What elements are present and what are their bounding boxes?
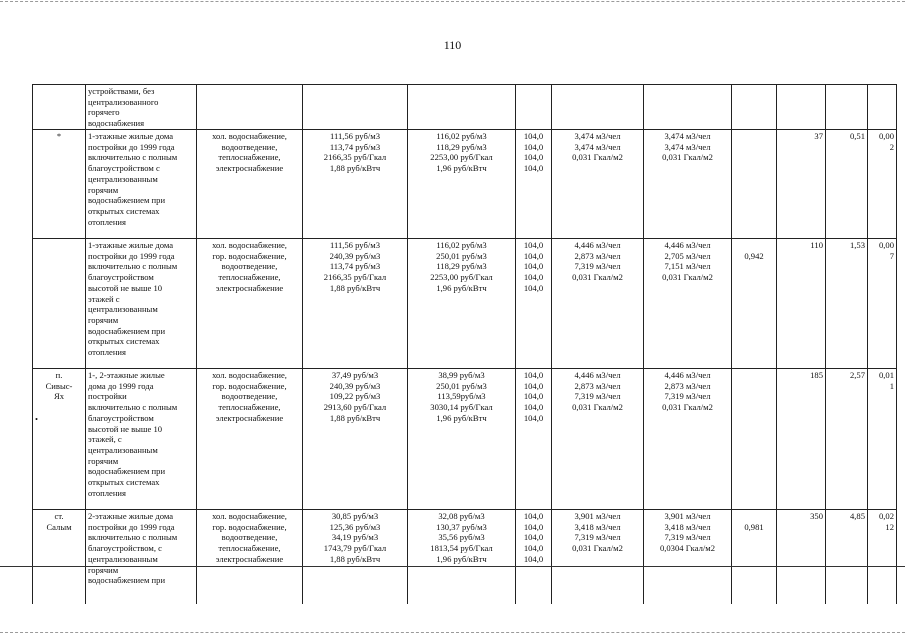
cell-category-line: постройки до 1999 года bbox=[88, 141, 175, 152]
cell-category-line: централизованным bbox=[88, 553, 158, 564]
cell-category-line: включительно с полным bbox=[88, 532, 178, 543]
cell-norm-new-line: 0,0304 Гкал/м2 bbox=[659, 543, 716, 554]
cell-services-line: хол. водоснабжение, bbox=[212, 240, 287, 250]
cell-norm-base-line: 3,474 м3/чел bbox=[574, 141, 621, 152]
cell-tariff-new bbox=[408, 85, 516, 130]
cell-norm-base bbox=[552, 85, 644, 130]
cell-coefficient bbox=[732, 130, 777, 239]
cell-norm-new-line: 3,418 м3/чел bbox=[664, 521, 711, 532]
cell-index-line: 104,0 bbox=[523, 370, 544, 380]
cell-locality bbox=[33, 510, 86, 605]
cell-category-line: включительно с полным bbox=[88, 152, 178, 163]
cell-tariff-new-line: 1,96 руб/кВтч bbox=[436, 282, 487, 293]
cell-index-line: 104,0 bbox=[523, 163, 544, 174]
table-row bbox=[33, 85, 897, 130]
cell-category-line: водоснабжением при bbox=[88, 575, 166, 586]
cell-norm-new-line: 7,319 м3/чел bbox=[664, 532, 711, 543]
cell-norm-base-line: 7,319 м3/чел bbox=[574, 261, 621, 272]
cell-locality bbox=[33, 369, 86, 510]
cell-locality-line: Сивыс- bbox=[45, 380, 73, 391]
cell-value-2-line: 0,01 bbox=[878, 370, 894, 380]
cell-norm-new bbox=[644, 369, 732, 510]
cell-norm-base-line: 7,319 м3/чел bbox=[574, 391, 621, 402]
table-row bbox=[33, 239, 897, 369]
cell-services bbox=[197, 85, 303, 130]
cell-category-line: 1-, 2-этажные жилые bbox=[88, 370, 165, 380]
cell-norm-new-line: 0,031 Гкал/м2 bbox=[662, 152, 713, 163]
cell-tariff-base-line: 30,85 руб/м3 bbox=[331, 511, 379, 521]
cell-norm-base-line: 3,474 м3/чел bbox=[574, 131, 621, 141]
cell-category-line: благоустройством с bbox=[88, 163, 160, 174]
cell-norm-new bbox=[644, 239, 732, 369]
cell-norm-base-line: 0,031 Гкал/м2 bbox=[572, 402, 623, 413]
cell-index-line: 104,0 bbox=[523, 553, 544, 564]
cell-coefficient bbox=[732, 85, 777, 130]
cell-tariff-base-line: 2913,60 руб/Гкал bbox=[323, 402, 387, 413]
cell-norm-base bbox=[552, 239, 644, 369]
cell-index-line: 104,0 bbox=[523, 391, 544, 402]
cell-value-2-line: 0,00 bbox=[878, 131, 894, 141]
cell-category-line: этажей, с bbox=[88, 434, 122, 445]
cell-value-1-text: 4,85 bbox=[849, 511, 865, 521]
cell-locality-line: * bbox=[56, 131, 62, 141]
page-number: 110 bbox=[443, 38, 462, 52]
cell-category bbox=[86, 239, 197, 369]
cell-count bbox=[777, 239, 826, 369]
cell-tariff-new bbox=[408, 510, 516, 605]
cell-index-line: 104,0 bbox=[523, 412, 544, 423]
cell-value-2 bbox=[868, 239, 897, 369]
cell-category-line: открытых системах bbox=[88, 336, 160, 347]
cell-index-line: 104,0 bbox=[523, 521, 544, 532]
cell-category-line: высотой не выше 10 bbox=[88, 282, 163, 293]
cell-norm-base bbox=[552, 130, 644, 239]
cell-tariff-new bbox=[408, 239, 516, 369]
cell-index-line: 104,0 bbox=[523, 240, 544, 250]
cell-count bbox=[777, 130, 826, 239]
cell-count-text: 185 bbox=[810, 370, 823, 380]
cell-services bbox=[197, 130, 303, 239]
cell-norm-base-line: 3,418 м3/чел bbox=[574, 521, 621, 532]
cell-services bbox=[197, 510, 303, 605]
cell-tariff-base-line: 34,19 руб/м3 bbox=[331, 532, 379, 543]
cell-norm-base bbox=[552, 369, 644, 510]
cell-services bbox=[197, 239, 303, 369]
cell-norm-new-line: 2,705 м3/чел bbox=[664, 250, 711, 261]
cell-category-line: централизованным bbox=[88, 304, 158, 315]
cell-category-line: открытых системах bbox=[88, 205, 160, 216]
cell-tariff-new-line: 113,59руб/м3 bbox=[437, 391, 486, 402]
cell-tariff-new-line: 32,08 руб/м3 bbox=[438, 511, 485, 521]
cell-category bbox=[86, 369, 197, 510]
cell-locality-line: п. bbox=[55, 370, 63, 380]
cell-tariff-base bbox=[303, 130, 408, 239]
cell-index-line: 104,0 bbox=[523, 543, 544, 554]
cell-value-1 bbox=[826, 130, 868, 239]
cell-services-line: гор. водоснабжение, bbox=[212, 521, 287, 532]
scan-edge-top bbox=[0, 1, 905, 3]
cell-locality-line: Ях bbox=[53, 391, 65, 402]
cell-norm-new-line: 3,474 м3/чел bbox=[664, 141, 711, 152]
cell-norm-new-line: 3,474 м3/чел bbox=[664, 131, 711, 141]
cell-services-line: водоотведение, bbox=[221, 532, 278, 543]
cell-tariff-base-line: 111,56 руб/м3 bbox=[329, 131, 380, 141]
cell-tariff-base-line: 2166,35 руб/Гкал bbox=[323, 272, 387, 283]
cell-tariff-new-line: 2253,00 руб/Гкал bbox=[430, 152, 493, 163]
cell-category-line: водоснабжением при bbox=[88, 325, 166, 336]
cell-services-line: электроснабжение bbox=[215, 553, 284, 564]
cell-index bbox=[516, 130, 552, 239]
cell-norm-new bbox=[644, 130, 732, 239]
cell-category-line: горячим bbox=[88, 455, 119, 466]
cell-value-2-line: 0,02 bbox=[878, 511, 894, 521]
cell-norm-base-line: 7,319 м3/чел bbox=[574, 532, 621, 543]
cell-coefficient bbox=[732, 239, 777, 369]
bullet-mark: • bbox=[35, 414, 39, 425]
cell-norm-base-line: 0,031 Гкал/м2 bbox=[572, 272, 623, 283]
cell-count bbox=[777, 510, 826, 605]
cell-value-1 bbox=[826, 239, 868, 369]
cell-value-2 bbox=[868, 130, 897, 239]
cell-norm-new-line: 0,031 Гкал/м2 bbox=[662, 402, 713, 413]
cell-tariff-new bbox=[408, 369, 516, 510]
cell-value-2-line: 1 bbox=[889, 380, 894, 391]
cell-norm-new-line: 7,319 м3/чел bbox=[664, 391, 711, 402]
cell-category-line: горячим bbox=[88, 314, 119, 325]
cell-tariff-new-line: 35,56 руб/м3 bbox=[438, 532, 485, 543]
cell-category bbox=[86, 510, 197, 605]
cell-coefficient-text: 0,981 bbox=[744, 522, 764, 532]
cell-category-line: отопления bbox=[88, 216, 126, 227]
cell-value-1 bbox=[826, 510, 868, 605]
cell-tariff-new-line: 130,37 руб/м3 bbox=[436, 521, 487, 532]
cell-norm-base-line: 0,031 Гкал/м2 bbox=[572, 152, 623, 163]
table-bottom-rule bbox=[0, 566, 905, 567]
cell-index bbox=[516, 85, 552, 130]
cell-value-1-text: 2,57 bbox=[849, 370, 865, 380]
cell-tariff-base bbox=[303, 510, 408, 605]
cell-services-line: электроснабжение bbox=[215, 412, 284, 423]
tariff-table bbox=[32, 84, 897, 604]
cell-services-line: водоотведение, bbox=[221, 391, 278, 402]
cell-tariff-new-line: 118,29 руб/м3 bbox=[436, 261, 487, 272]
cell-services-line: теплоснабжение, bbox=[218, 543, 281, 554]
cell-tariff-new-line: 38,99 руб/м3 bbox=[438, 370, 485, 380]
cell-category-line: открытых системах bbox=[88, 477, 160, 488]
cell-index-line: 104,0 bbox=[523, 141, 544, 152]
cell-count-text: 110 bbox=[810, 240, 823, 250]
cell-norm-new bbox=[644, 85, 732, 130]
cell-services-line: теплоснабжение, bbox=[218, 402, 281, 413]
cell-services-line: хол. водоснабжение, bbox=[212, 370, 287, 380]
cell-tariff-base-line: 1743,79 руб/Гкал bbox=[323, 543, 387, 554]
cell-category-line: горячего bbox=[88, 107, 120, 118]
cell-category-line: централизованным bbox=[88, 444, 158, 455]
cell-index-line: 104,0 bbox=[523, 402, 544, 413]
cell-norm-new bbox=[644, 510, 732, 605]
cell-norm-base bbox=[552, 510, 644, 605]
cell-index bbox=[516, 510, 552, 605]
cell-norm-new-line: 4,446 м3/чел bbox=[664, 370, 711, 380]
cell-value-1-text: 1,53 bbox=[849, 240, 865, 250]
cell-locality bbox=[33, 239, 86, 369]
cell-index-line: 104,0 bbox=[523, 532, 544, 543]
cell-category-line: включительно с полным bbox=[88, 261, 178, 272]
cell-norm-new-line: 7,151 м3/чел bbox=[664, 261, 711, 272]
cell-index-line: 104,0 bbox=[523, 282, 544, 293]
cell-value-2-line: 7 bbox=[889, 250, 894, 261]
cell-locality-line: ст. bbox=[54, 511, 64, 521]
cell-tariff-new-line: 250,01 руб/м3 bbox=[436, 380, 487, 391]
cell-tariff-new bbox=[408, 130, 516, 239]
cell-category-line: 1-этажные жилые дома bbox=[88, 240, 174, 250]
cell-tariff-base-line: 113,74 руб/м3 bbox=[329, 261, 381, 272]
cell-index-line: 104,0 bbox=[523, 131, 544, 141]
cell-services bbox=[197, 369, 303, 510]
cell-count bbox=[777, 369, 826, 510]
cell-index-line: 104,0 bbox=[523, 380, 544, 391]
cell-value-2 bbox=[868, 510, 897, 605]
cell-category-line: централизованным bbox=[88, 173, 158, 184]
cell-index-line: 104,0 bbox=[523, 272, 544, 283]
cell-services-line: электроснабжение bbox=[215, 163, 284, 174]
cell-category-line: водоснабжением при bbox=[88, 195, 166, 206]
cell-category-line: отопления bbox=[88, 487, 126, 498]
cell-category-line: этажей с bbox=[88, 293, 120, 304]
cell-category-line: благоустройством bbox=[88, 272, 154, 283]
cell-category-line: постройки до 1999 года bbox=[88, 521, 175, 532]
cell-index-line: 104,0 bbox=[523, 261, 544, 272]
cell-coefficient-text: 0,942 bbox=[744, 251, 764, 261]
cell-norm-base-line: 4,446 м3/чел bbox=[574, 370, 621, 380]
cell-index-line: 104,0 bbox=[523, 511, 544, 521]
cell-category-line: постройки bbox=[88, 391, 127, 402]
cell-tariff-new-line: 1,96 руб/кВтч bbox=[436, 412, 487, 423]
cell-value-2 bbox=[868, 369, 897, 510]
cell-tariff-base-line: 125,36 руб/м3 bbox=[329, 521, 381, 532]
cell-category-line: 1-этажные жилые дома bbox=[88, 131, 174, 141]
cell-category-line: включительно с полным bbox=[88, 402, 178, 413]
cell-value-2-line: 0,00 bbox=[878, 240, 894, 250]
cell-tariff-base-line: 240,39 руб/м3 bbox=[329, 380, 381, 391]
cell-tariff-base bbox=[303, 239, 408, 369]
cell-services-line: электроснабжение bbox=[215, 282, 284, 293]
cell-norm-base-line: 2,873 м3/чел bbox=[574, 380, 621, 391]
cell-coefficient bbox=[732, 510, 777, 605]
cell-tariff-base-line: 2166,35 руб/Гкал bbox=[323, 152, 387, 163]
cell-tariff-base-line: 1,88 руб/кВтч bbox=[329, 412, 381, 423]
cell-value-2-line: 2 bbox=[889, 141, 894, 152]
cell-coefficient bbox=[732, 369, 777, 510]
cell-index-line: 104,0 bbox=[523, 152, 544, 163]
cell-norm-base-line: 3,901 м3/чел bbox=[574, 511, 621, 521]
cell-tariff-base-line: 1,88 руб/кВтч bbox=[329, 553, 381, 564]
cell-tariff-base-line: 109,22 руб/м3 bbox=[329, 391, 381, 402]
cell-tariff-base-line: 113,74 руб/м3 bbox=[329, 141, 381, 152]
cell-category bbox=[86, 130, 197, 239]
cell-norm-base-line: 4,446 м3/чел bbox=[574, 240, 621, 250]
cell-value-1-text: 0,51 bbox=[849, 131, 865, 141]
cell-tariff-new-line: 118,29 руб/м3 bbox=[436, 141, 487, 152]
cell-norm-base-line: 2,873 м3/чел bbox=[574, 250, 621, 261]
table-row bbox=[33, 510, 897, 605]
cell-category-line: 2-этажные жилые дома bbox=[88, 511, 174, 521]
cell-count bbox=[777, 85, 826, 130]
cell-category-line: благоустройством, с bbox=[88, 543, 162, 554]
cell-locality bbox=[33, 130, 86, 239]
cell-services-line: теплоснабжение, bbox=[218, 272, 281, 283]
cell-tariff-new-line: 3030,14 руб/Гкал bbox=[430, 402, 493, 413]
cell-value-2-line: 12 bbox=[885, 521, 894, 532]
cell-category bbox=[86, 85, 197, 130]
cell-locality-line: Салым bbox=[46, 521, 72, 532]
cell-norm-new-line: 0,031 Гкал/м2 bbox=[662, 272, 713, 283]
cell-category-line: горячим bbox=[88, 184, 119, 195]
cell-tariff-new-line: 116,02 руб/м3 bbox=[436, 131, 487, 141]
cell-services-line: гор. водоснабжение, bbox=[212, 250, 287, 261]
cell-tariff-new-line: 116,02 руб/м3 bbox=[436, 240, 487, 250]
cell-locality bbox=[33, 85, 86, 130]
cell-tariff-base-line: 1,88 руб/кВтч bbox=[329, 163, 381, 174]
cell-tariff-new-line: 1,96 руб/кВтч bbox=[436, 163, 487, 174]
cell-services-line: водоотведение, bbox=[221, 261, 278, 272]
cell-count-text: 350 bbox=[810, 511, 823, 521]
cell-tariff-new-line: 250,01 руб/м3 bbox=[436, 250, 487, 261]
cell-category-line: благоустройством bbox=[88, 412, 154, 423]
cell-tariff-base-line: 1,88 руб/кВтч bbox=[329, 282, 381, 293]
table-row bbox=[33, 130, 897, 239]
cell-value-1 bbox=[826, 85, 868, 130]
cell-tariff-base-line: 37,49 руб/м3 bbox=[331, 370, 379, 380]
cell-norm-new-line: 2,873 м3/чел bbox=[664, 380, 711, 391]
cell-index bbox=[516, 239, 552, 369]
cell-index bbox=[516, 369, 552, 510]
cell-norm-new-line: 3,901 м3/чел bbox=[664, 511, 711, 521]
cell-count-text: 37 bbox=[814, 131, 823, 141]
cell-services-line: хол. водоснабжение, bbox=[212, 511, 287, 521]
cell-services-line: гор. водоснабжение, bbox=[212, 380, 287, 391]
cell-services-line: хол. водоснабжение, bbox=[212, 131, 287, 141]
cell-category-line: устройствами, без bbox=[88, 86, 155, 96]
cell-norm-base-line: 0,031 Гкал/м2 bbox=[572, 543, 623, 554]
cell-norm-new-line: 4,446 м3/чел bbox=[664, 240, 711, 250]
cell-index-line: 104,0 bbox=[523, 250, 544, 261]
cell-category-line: отопления bbox=[88, 347, 126, 358]
scan-edge-bottom bbox=[0, 632, 905, 634]
cell-tariff-new-line: 1813,54 руб/Гкал bbox=[430, 543, 493, 554]
cell-services-line: водоотведение, bbox=[221, 141, 278, 152]
cell-tariff-base bbox=[303, 369, 408, 510]
table-row bbox=[33, 369, 897, 510]
cell-category-line: централизованного bbox=[88, 96, 159, 107]
cell-category-line: горячим bbox=[88, 564, 119, 575]
cell-tariff-new-line: 1,96 руб/кВтч bbox=[436, 553, 487, 564]
cell-tariff-base bbox=[303, 85, 408, 130]
cell-category-line: водоснабжения bbox=[88, 118, 145, 129]
cell-category-line: высотой не выше 10 bbox=[88, 423, 163, 434]
cell-category-line: постройки до 1999 года bbox=[88, 250, 175, 261]
cell-tariff-new-line: 2253,00 руб/Гкал bbox=[430, 272, 493, 283]
cell-tariff-base-line: 111,56 руб/м3 bbox=[329, 240, 380, 250]
cell-value-2 bbox=[868, 85, 897, 130]
cell-category-line: водоснабжением при bbox=[88, 466, 166, 477]
cell-services-line: теплоснабжение, bbox=[218, 152, 281, 163]
cell-tariff-base-line: 240,39 руб/м3 bbox=[329, 250, 381, 261]
cell-value-1 bbox=[826, 369, 868, 510]
cell-category-line: дома до 1999 года bbox=[88, 380, 154, 391]
